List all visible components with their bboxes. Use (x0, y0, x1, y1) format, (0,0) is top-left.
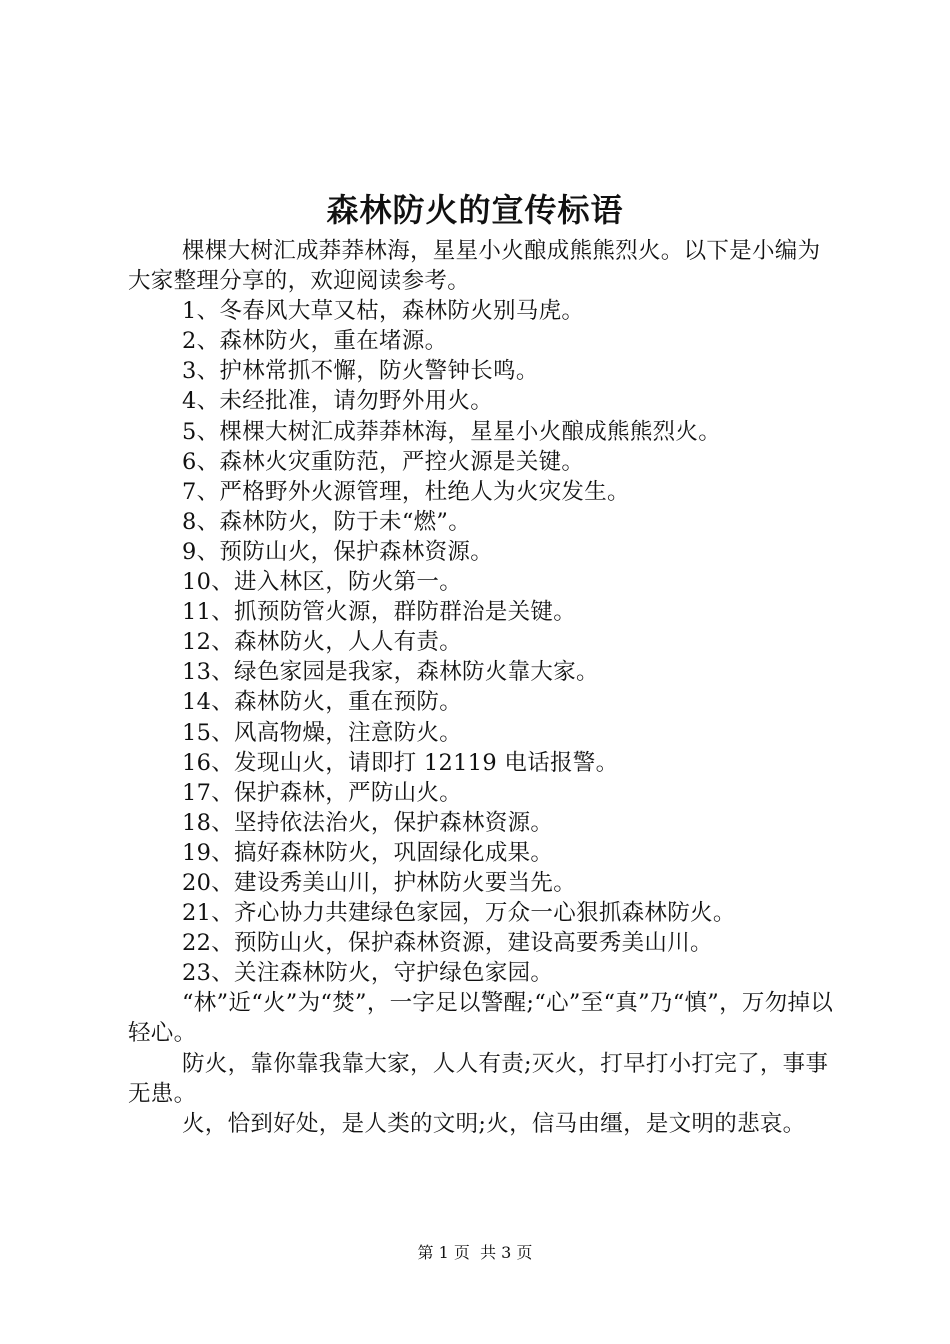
list-item: 12、森林防火，人人有责。 (182, 629, 463, 656)
page-number: 第 1 页 共 3 页 (417, 1243, 533, 1262)
list-item: 8、森林防火，防于未“燃”。 (182, 508, 472, 535)
list-item: 6、森林火灾重防范，严控火源是关键。 (182, 448, 585, 475)
page-title: 森林防火的宣传标语 (326, 191, 624, 229)
slogan-list (128, 296, 838, 988)
list-item: 22、预防山火，保护森林资源，建设高要秀美山川。 (182, 930, 713, 957)
list-item: 7、严格野外火源管理，杜绝人为火灾发生。 (182, 478, 630, 505)
list-item: 1、冬春风大草又枯，森林防火别马虎。 (182, 298, 585, 325)
list-item: 14、森林防火，重在预防。 (182, 689, 463, 716)
list-item: 19、搞好森林防火，巩固绿化成果。 (182, 839, 554, 866)
list-item: 5、棵棵大树汇成莽莽林海，星星小火酿成熊熊烈火。 (182, 418, 722, 445)
closing-paragraph: 防火，靠你靠我靠大家，人人有责;灭火，打早打小打完了，事事无患。 (128, 1050, 829, 1107)
list-item: 20、建设秀美山川，护林防火要当先。 (182, 869, 577, 896)
list-item: 21、齐心协力共建绿色家园，万众一心狠抓森林防火。 (182, 900, 736, 927)
intro-paragraph: 棵棵大树汇成莽莽林海，星星小火酿成熊熊烈火。以下是小编为大家整理分享的，欢迎阅读参考。 (128, 238, 821, 295)
list-item: 11、抓预防管火源，群防群治是关键。 (182, 599, 577, 626)
list-item: 10、进入林区，防火第一。 (182, 569, 463, 596)
list-item: 18、坚持依法治火，保护森林资源。 (182, 809, 554, 836)
list-item: 3、护林常抓不懈，防火警钟长鸣。 (182, 358, 539, 385)
closing-paragraph: “林”近“火”为“焚”，一字足以警醒;“心”至“真”乃“慎”，万勿掉以轻心。 (128, 990, 834, 1047)
list-item: 16、发现山火，请即打 12119 电话报警。 (182, 749, 619, 776)
list-item: 17、保护森林，严防山火。 (182, 779, 463, 806)
list-item: 4、未经批准，请勿野外用火。 (182, 388, 494, 415)
page-footer (0, 1242, 950, 1264)
list-item: 15、风高物燥，注意防火。 (182, 719, 463, 746)
closing-paragraph: 火，恰到好处，是人类的文明;火，信马由缰，是文明的悲哀。 (182, 1110, 806, 1137)
list-item: 2、森林防火，重在堵源。 (182, 328, 448, 355)
list-item: 23、关注森林防火，守护绿色家园。 (182, 960, 554, 987)
list-item: 9、预防山火，保护森林资源。 (182, 538, 494, 565)
document-body (128, 236, 838, 1139)
list-item: 13、绿色家园是我家，森林防火靠大家。 (182, 659, 599, 686)
